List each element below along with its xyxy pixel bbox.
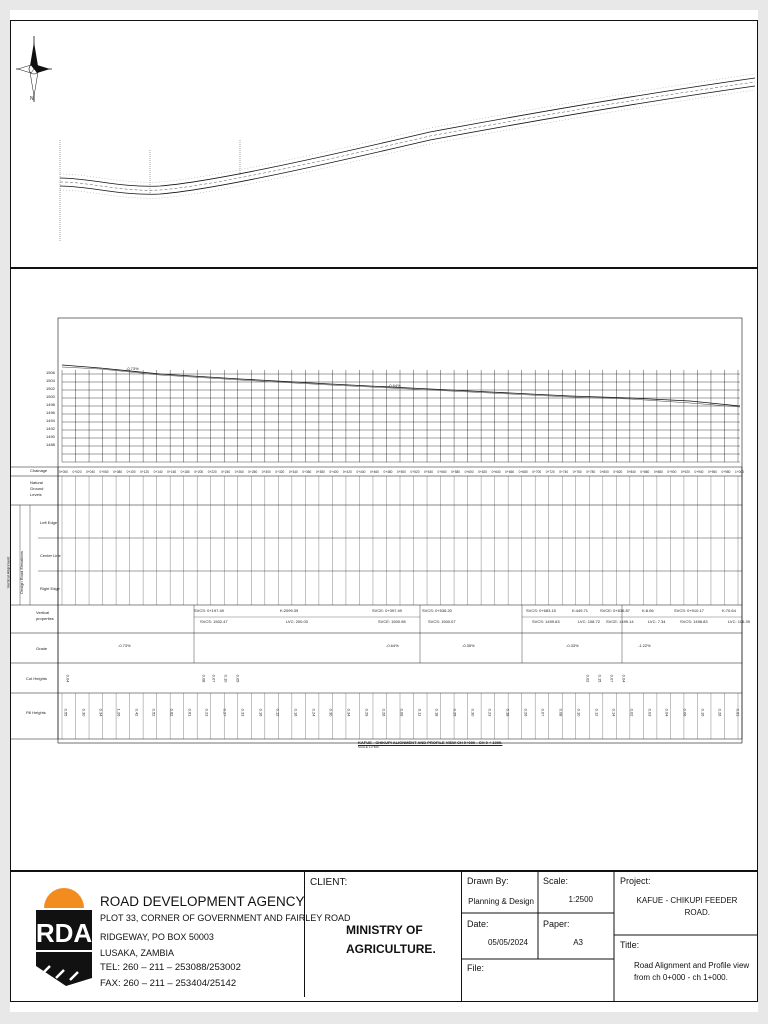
chainage-label: 0+240 [221, 470, 231, 474]
row-label-fill-heights: Fill Heights [26, 710, 46, 715]
elevation-tick-label: 1498 [46, 402, 55, 407]
chainage-label: 0+680 [518, 470, 528, 474]
fill-height-value: 0.34 [98, 708, 104, 717]
fill-height-value: 0.16 [293, 708, 299, 717]
fill-height-value: 0.34 [346, 708, 352, 717]
chainage-label: 0+600 [464, 470, 474, 474]
fill-height-value: 0.61 [735, 708, 741, 717]
drawing-sheet [5, 10, 758, 1012]
chainage-label: 0+860 [640, 470, 650, 474]
chainage-label: 0+140 [153, 470, 163, 474]
title-block-grid [10, 871, 758, 1011]
row-label-center-line: Center Line [40, 553, 61, 558]
fill-height-value: 0.08 [558, 708, 564, 717]
vertical-prop-top: SVCS: 0+197.49 [194, 608, 224, 613]
agency-address-3: LUSAKA, ZAMBIA [100, 948, 175, 958]
road-alignment-plan [10, 10, 758, 260]
chainage-label: 0+360 [302, 470, 312, 474]
fill-height-value: 0.61 [187, 708, 193, 717]
chainage-label: 0+120 [140, 470, 150, 474]
file-label: File: [467, 963, 485, 973]
cut-height-value: 0.04 [621, 674, 627, 683]
fill-height-value: 0.62 [169, 708, 175, 717]
project-value-1: KAFUE - CHIKUPI FEEDER [636, 896, 738, 905]
fill-height-value: 0.14 [611, 708, 617, 717]
cut-height-value: 0.10 [223, 674, 229, 683]
cut-height-value: 0.15 [597, 674, 603, 683]
grade-value: -0.33% [566, 643, 579, 648]
chainage-label: 0+920 [680, 470, 690, 474]
elevation-tick-label: 1496 [46, 410, 55, 415]
vertical-prop-top: K:2099.39 [280, 608, 299, 613]
row-label-chainage: Chainage [30, 468, 48, 473]
chainage-label: 0+520 [410, 470, 420, 474]
fill-height-value: 0.24 [310, 708, 316, 717]
vertical-prop-top: K:449.71 [572, 608, 589, 613]
chainage-label: 0+500 [397, 470, 406, 474]
chainage-label: 0+160 [167, 470, 177, 474]
vertical-prop-bottom: SVCS: 1500.07 [428, 619, 456, 624]
agency-fax: FAX: 260 – 211 – 253404/25142 [100, 978, 237, 989]
chainage-label: 0+560 [437, 470, 447, 474]
fill-height-value: 0.30 [470, 708, 476, 717]
chainage-label: 0+380 [315, 470, 325, 474]
chainage-label: 0+440 [356, 470, 366, 474]
chainage-label: 0+700 [532, 470, 542, 474]
grade-value: -0.35% [462, 643, 475, 648]
fill-height-value: 0.23 [487, 708, 493, 717]
project-value-2: ROAD. [684, 908, 710, 917]
chainage-label: 0+300 [261, 470, 271, 474]
fill-height-value: 0.18 [505, 708, 511, 717]
fill-height-value: 0.55 [63, 708, 69, 717]
row-label-right-edge: Right Edge [40, 586, 60, 591]
vertical-prop-top: K:8.06 [642, 608, 654, 613]
cut-height-value: 0.07 [609, 674, 615, 683]
chainage-label: 0+940 [694, 470, 704, 474]
title-value-2: from ch 0+000 - ch 1+000. [634, 973, 728, 982]
chainage-label: 0+620 [478, 470, 488, 474]
title-label: Title: [620, 940, 640, 950]
chainage-label: 0+720 [545, 470, 555, 474]
chainage-label: 0+740 [559, 470, 569, 474]
grade-value: -1.22% [638, 643, 651, 648]
paper-value: A3 [573, 938, 583, 947]
fill-height-value: 0.16 [700, 708, 706, 717]
chainage-label: 0+660 [505, 470, 515, 474]
chainage-label: 0+420 [342, 470, 352, 474]
fill-height-value: 0.09 [399, 708, 405, 717]
chainage-label: 0+340 [288, 470, 298, 474]
fill-height-value: 0.11 [416, 708, 422, 717]
scale-value: 1:2500 [568, 895, 593, 904]
chainage-label: 0+040 [86, 470, 95, 474]
cut-height-value: 0.04 [65, 674, 71, 683]
fill-height-value: 0.03 [646, 708, 652, 717]
vertical-prop-top: K:70.64 [722, 608, 736, 613]
elevation-tick-label: 1488 [46, 442, 55, 447]
vertical-prop-bottom: SVCS: 1502.47 [200, 619, 228, 624]
chainage-label: 0+880 [653, 470, 663, 474]
cut-height-value: 0.05 [235, 674, 241, 683]
fill-height-value: 0.25 [452, 708, 458, 717]
elevation-tick-label: 1506 [46, 370, 55, 375]
grade-value: -0.64% [386, 643, 399, 648]
fill-height-value: 0.33 [240, 708, 246, 717]
chainage-label: 0+760 [572, 470, 582, 474]
profile-band-lines [10, 465, 758, 745]
cut-height-value: 0.08 [201, 674, 207, 683]
vertical-prop-bottom: LVC: 200.00 [286, 619, 308, 624]
fill-height-value: 0.07 [540, 708, 546, 717]
paper-label: Paper: [543, 919, 570, 929]
ground-profile-line [62, 365, 740, 406]
vertical-prop-bottom: LVC: 108.72 [578, 619, 600, 624]
elevation-tick-label: 1502 [46, 386, 55, 391]
row-label-design-road: Design Road Elevations [18, 551, 24, 594]
chainage-label: 0+960 [707, 470, 717, 474]
vertical-prop-top: SVCE: 0+397.49 [372, 608, 402, 613]
chainage-label: 0+080 [113, 470, 123, 474]
client-name-1: MINISTRY OF [346, 923, 423, 937]
fill-height-value: 0.12 [275, 708, 281, 717]
fill-height-value: 0.02 [629, 708, 635, 717]
agency-address-1: PLOT 33, CORNER OF GOVERNMENT AND FAIRLEY ROAD [100, 913, 351, 923]
fill-height-value: 1.26 [116, 708, 122, 717]
vertical-prop-top: SVCS: 0+910.17 [674, 608, 704, 613]
chainage-label: 1+000 [735, 470, 744, 474]
chainage-label: 0+900 [667, 470, 677, 474]
row-label-left-edge: Left Edge [40, 520, 58, 525]
chainage-label: 0+400 [329, 470, 339, 474]
chainage-label: 0+780 [586, 470, 596, 474]
row-label-cut-heights: Cut Heights [26, 676, 47, 681]
chainage-label: 0+480 [383, 470, 393, 474]
fill-height-value: 0.29 [364, 708, 370, 717]
cut-height-value: 0.02 [585, 674, 591, 683]
fill-height-value: 0.10 [576, 708, 582, 717]
fill-height-value: 0.52 [151, 708, 157, 717]
design-profile-line [62, 367, 740, 407]
logo-text: RDA [35, 918, 93, 948]
chainage-label: 0+640 [491, 470, 501, 474]
chainage-label: 0+060 [99, 470, 109, 474]
profile-caption-scale: SCALE 1:2 500 [358, 745, 379, 749]
profile-caption-title: KAFUE - CHIKUPI ALIGNMENT AND PROFILE VIEW CH 0+000 - CH 0 + 1000. [358, 740, 503, 745]
vertical-prop-bottom: SVCE: 1499.14 [606, 619, 634, 624]
grade-value: -0.73% [118, 643, 131, 648]
client-name-2: AGRICULTURE. [346, 942, 436, 956]
fill-height-value: 0.27 [222, 708, 228, 717]
chainage-label: 0+980 [721, 470, 731, 474]
chainage-label: 0+320 [275, 470, 285, 474]
chainage-label: 0+460 [369, 470, 379, 474]
vertical-prop-top: SVCE: 0+836.87 [600, 608, 630, 613]
chainage-label: 0+020 [72, 470, 82, 474]
row-label-vertical-alignment: Vertical Alignment [5, 556, 11, 589]
client-label: CLIENT: [310, 877, 348, 888]
fill-height-value: 0.16 [257, 708, 263, 717]
fill-height-value: 0.18 [434, 708, 440, 717]
fill-height-value: 0.26 [381, 708, 387, 717]
vertical-prop-bottom: SVCS: 1498.83 [680, 619, 708, 624]
fill-height-value: 0.30 [81, 708, 87, 717]
agency-tel: TEL: 260 – 211 – 253088/253002 [100, 962, 241, 973]
vertical-prop-bottom: LVC: 106.39 [728, 619, 750, 624]
fill-height-value: 0.04 [664, 708, 670, 717]
chainage-label: 0+540 [424, 470, 433, 474]
elevation-tick-label: 1490 [46, 434, 55, 439]
profile-grade-callout-2: -0.64% [388, 383, 401, 388]
title-value-1: Road Alignment and Profile view [634, 961, 750, 970]
fill-height-value: 0.30 [328, 708, 334, 717]
chainage-label: 0+220 [207, 470, 217, 474]
date-label: Date: [467, 919, 489, 929]
chainage-label: 0+260 [234, 470, 244, 474]
chainage-label: 0+000 [59, 470, 68, 474]
vertical-prop-bottom: SVCS: 1499.63 [532, 619, 560, 624]
elevation-tick-label: 1500 [46, 394, 55, 399]
chainage-label: 0+180 [180, 470, 190, 474]
date-value: 05/05/2024 [487, 938, 528, 947]
chainage-label: 0+820 [613, 470, 623, 474]
scale-label: Scale: [543, 876, 569, 886]
profile-grade-callout-1: -0.73% [126, 366, 139, 371]
chainage-label: 0+580 [451, 470, 461, 474]
chainage-label: 0+840 [626, 470, 636, 474]
fill-height-value: 0.26 [523, 708, 529, 717]
row-label-grade: Grade [36, 646, 48, 651]
row-label-vertical-props: Vertical properties [36, 610, 54, 621]
profile-caption [358, 740, 502, 749]
vertical-prop-top: SVCS: 0+536.20 [422, 608, 452, 613]
elevation-tick-label: 1492 [46, 426, 55, 431]
fill-height-value: 0.12 [593, 708, 599, 717]
vertical-prop-bottom: SVCE: 1500.98 [378, 619, 406, 624]
fill-height-value: 0.23 [204, 708, 210, 717]
row-label-natural: Natural Ground Levels [30, 480, 44, 497]
north-label: N [30, 96, 34, 102]
elevation-tick-label: 1494 [46, 418, 55, 423]
agency-address-2: RIDGEWAY, PO BOX 50003 [100, 932, 214, 942]
agency-name: ROAD DEVELOPMENT AGENCY [100, 894, 305, 909]
drawn-by-label: Drawn By: [467, 876, 509, 886]
cut-height-value: 0.07 [211, 674, 217, 683]
chainage-label: 0+200 [194, 470, 204, 474]
fill-height-value: 0.26 [717, 708, 723, 717]
chainage-label: 0+800 [599, 470, 609, 474]
vertical-prop-bottom: LVC: 7.34 [648, 619, 666, 624]
chainage-label: 0+280 [248, 470, 258, 474]
vertical-prop-top: SVCS: 0+683.15 [526, 608, 556, 613]
elevation-tick-label: 1504 [46, 378, 55, 383]
drawn-by-value: Planning & Design [468, 897, 534, 906]
chainage-label: 0+100 [126, 470, 136, 474]
fill-height-value: 0.06 [682, 708, 688, 717]
project-label: Project: [620, 876, 651, 886]
fill-height-value: 0.42 [134, 708, 140, 717]
